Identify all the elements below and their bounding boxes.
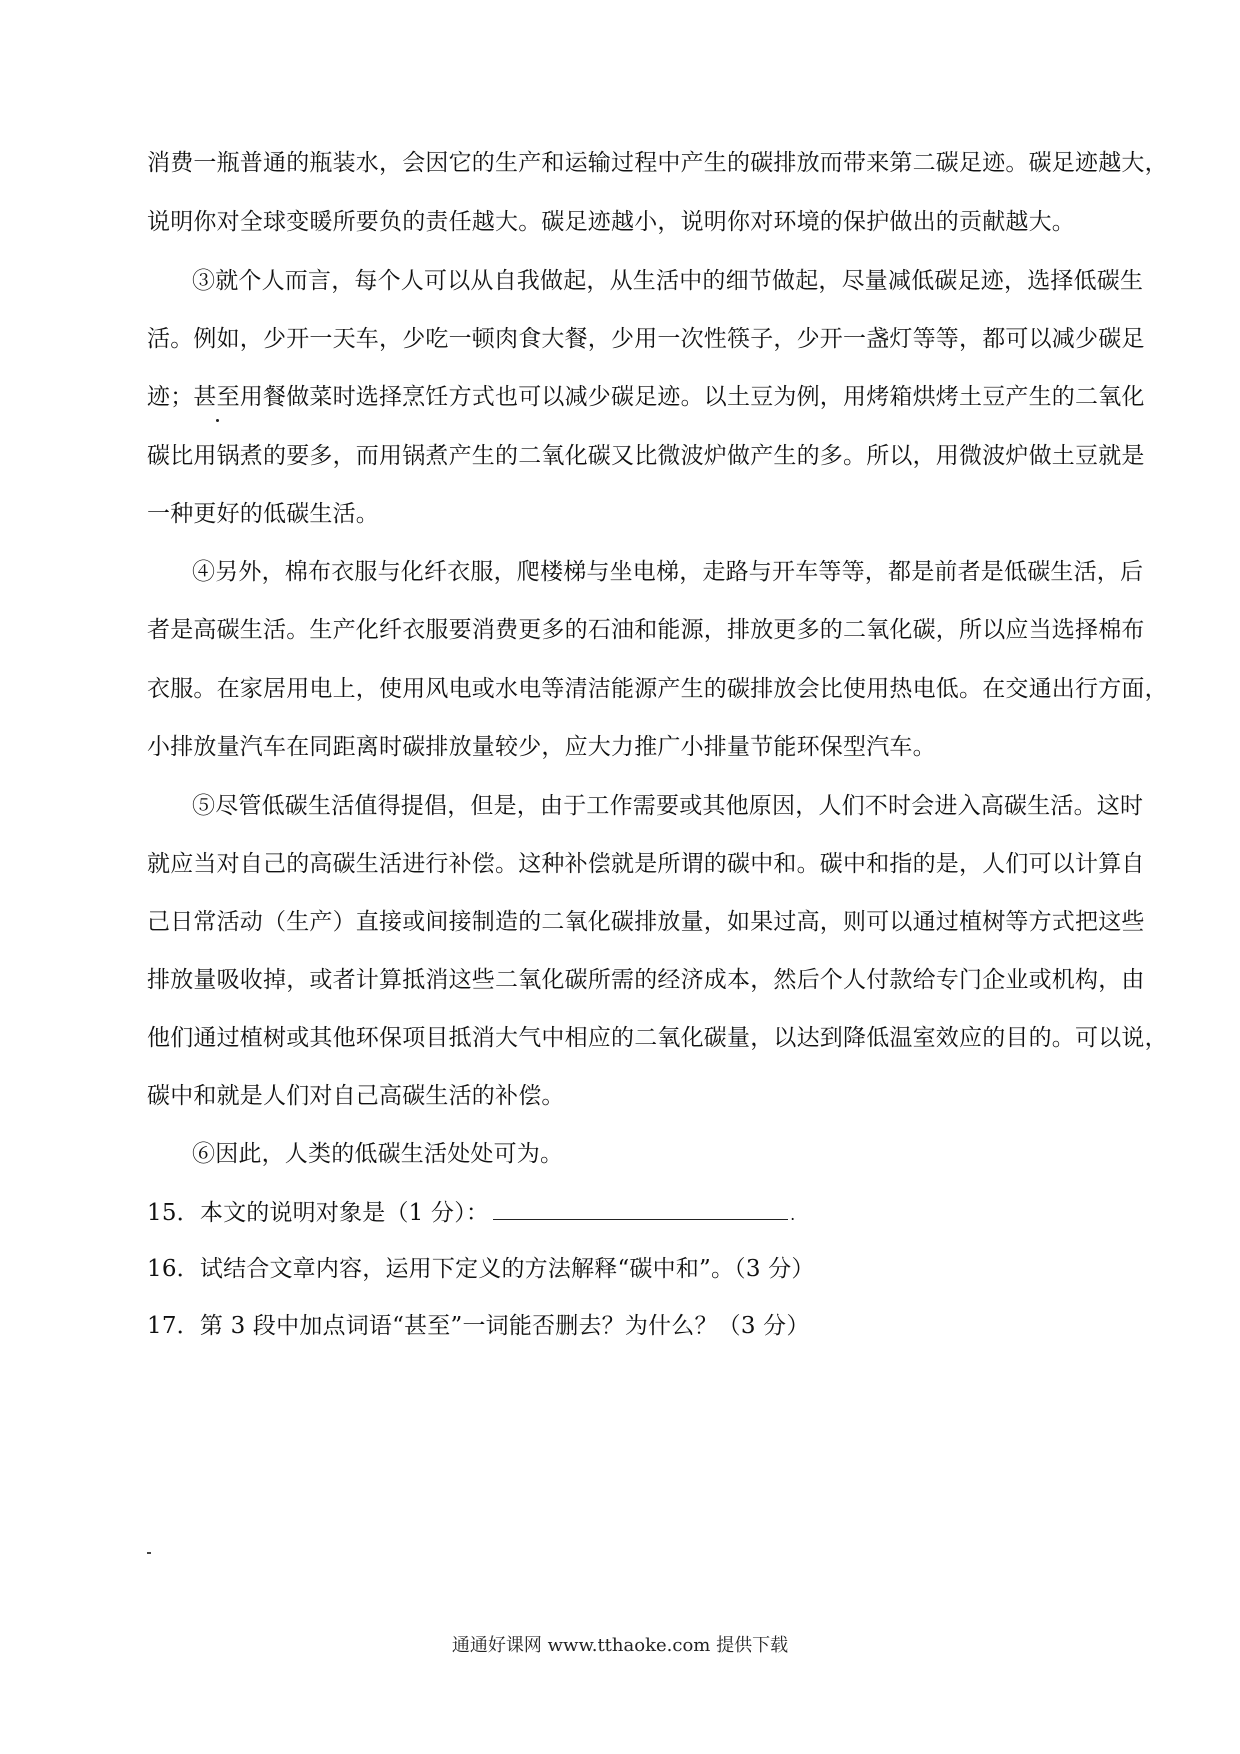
paragraph-4-line-1: ④另外，棉布衣服与化纤衣服，爬楼梯与坐电梯，走路与开车等等，都是前者是低碳生活，后 — [192, 559, 1144, 585]
page-footer: 通通好课网 www.tthaoke.com 提供下载 — [451, 1635, 789, 1656]
question-16: 16．试结合文章内容，运用下定义的方法解释“碳中和”。（3 分） — [147, 1256, 815, 1282]
paragraph-5-line-2: 就应当对自己的高碳生活进行补偿。这种补偿就是所谓的碳中和。碳中和指的是，人们可以计算自 — [147, 851, 1145, 877]
emphasized-word-shenzhi: 甚至 — [193, 384, 240, 410]
paragraph-5-line-5: 他们通过植树或其他环保项目抵消大气中相应的二氧化碳量，以达到降低温室效应的目的。可以说， — [147, 1025, 1168, 1051]
text-segment: 迹； — [147, 384, 194, 410]
question-17: 17．第 3 段中加点词语“甚至”一词能否删去？为什么？（3 分） — [147, 1313, 810, 1339]
question-15-text: 15．本文的说明对象是（1 分）： — [147, 1200, 490, 1226]
question-15 — [147, 1197, 1097, 1230]
paragraph-3-line-4: 碳比用锅煮的要多，而用锅煮产生的二氧化碳又比微波炉做产生的多。所以，用微波炉做土豆就是 — [147, 443, 1145, 469]
paragraph-5-line-3: 己日常活动（生产）直接或间接制造的二氧化碳排放量，如果过高，则可以通过植树等方式把这些 — [147, 909, 1145, 935]
paragraph-3-line-5: 一种更好的低碳生活。 — [147, 501, 379, 527]
text-segment: 用餐做菜时选择烹饪方式也可以减少碳足迹。以土豆为例，用烤箱烘烤土豆产生的二氧化 — [239, 384, 1145, 410]
paragraph-5-line-6: 碳中和就是人们对自己高碳生活的补偿。 — [147, 1083, 565, 1109]
stray-mark — [147, 1552, 151, 1554]
paragraph-5-line-4: 排放量吸收掉，或者计算抵消这些二氧化碳所需的经济成本，然后个人付款给专门企业或机构，由 — [147, 967, 1145, 993]
paragraph-4-line-3: 衣服。在家居用电上，使用风电或水电等清洁能源产生的碳排放会比使用热电低。在交通出行方面， — [147, 676, 1168, 702]
paragraph-2-line-1: 消费一瓶普通的瓶装水，会因它的生产和运输过程中产生的碳排放而带来第二碳足迹。碳足迹越大， — [147, 150, 1168, 176]
trailing-period: . — [790, 1205, 796, 1224]
paragraph-6-line-1: ⑥因此，人类的低碳生活处处可为。 — [192, 1141, 564, 1167]
paragraph-4-line-2: 者是高碳生活。生产化纤衣服要消费更多的石油和能源，排放更多的二氧化碳，所以应当选择棉布 — [147, 617, 1145, 643]
paragraph-3-line-3 — [147, 382, 1145, 412]
paragraph-4-line-4: 小排放量汽车在同距离时碳排放量较少，应大力推广小排量节能环保型汽车。 — [147, 734, 936, 760]
paragraph-5-line-1: ⑤尽管低碳生活值得提倡，但是，由于工作需要或其他原因，人们不时会进入高碳生活。这时 — [192, 793, 1144, 819]
paragraph-3-line-2: 活。例如，少开一天车，少吃一顿肉食大餐，少用一次性筷子，少开一盏灯等等，都可以减少碳足 — [147, 326, 1145, 352]
answer-blank[interactable] — [493, 1197, 788, 1220]
paragraph-3-line-1: ③就个人而言，每个人可以从自我做起，从生活中的细节做起，尽量减低碳足迹，选择低碳生 — [192, 268, 1144, 294]
paragraph-2-line-2: 说明你对全球变暖所要负的责任越大。碳足迹越小，说明你对环境的保护做出的贡献越大。 — [147, 209, 1075, 235]
